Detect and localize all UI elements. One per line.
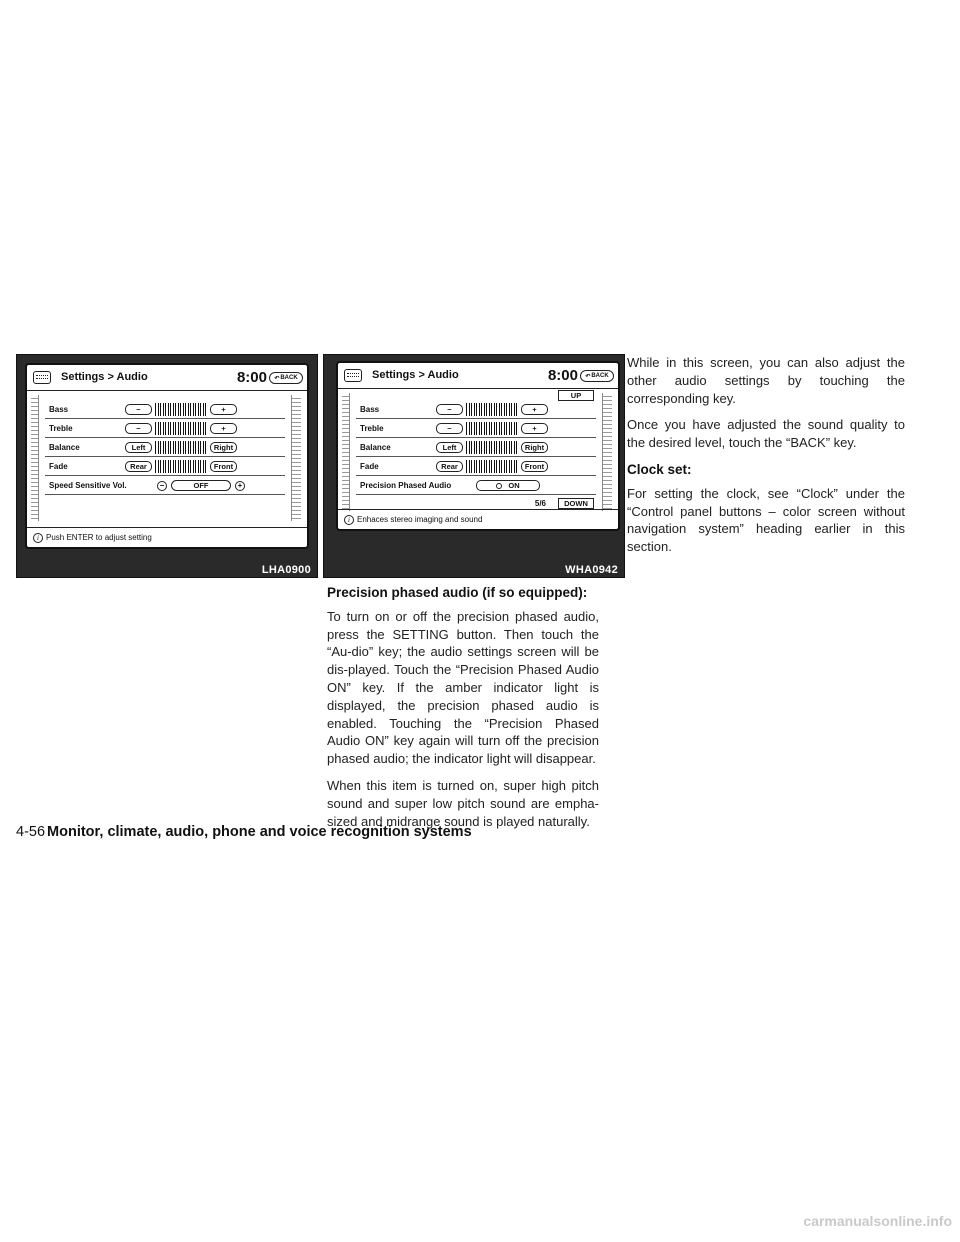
- fade-level-bar: [155, 460, 207, 473]
- bass-label: Bass: [49, 405, 69, 414]
- figure-code: LHA0900: [261, 564, 311, 576]
- screen-audio-settings: [336, 361, 620, 531]
- screen-title: Settings > Audio: [61, 371, 148, 383]
- column-clock-set: [627, 354, 905, 565]
- bass-label: Bass: [360, 405, 380, 414]
- ppa-toggle-button[interactable]: ON: [476, 480, 540, 491]
- bass-minus-button[interactable]: −: [436, 404, 463, 415]
- footer-hint: Enhaces stereo imaging and sound: [357, 515, 483, 524]
- page-footer: [16, 824, 472, 840]
- menu-icon: [33, 371, 51, 384]
- balance-label: Balance: [49, 443, 80, 452]
- bass-level-bar: [466, 403, 518, 416]
- screen-audio-settings: [25, 363, 309, 549]
- screen-title: Settings > Audio: [372, 369, 459, 381]
- indicator-lamp-icon: [496, 483, 502, 489]
- row-fade: [45, 458, 285, 476]
- fade-label: Fade: [360, 462, 379, 471]
- scroll-scale-left: [342, 393, 350, 511]
- speed-sensitive-value[interactable]: OFF: [171, 480, 231, 491]
- balance-right-button[interactable]: Right: [210, 442, 237, 453]
- scroll-up-button[interactable]: UP: [558, 390, 594, 401]
- settings-list: [27, 391, 307, 525]
- paragraph: To turn on or off the precision phased audio, press the SETTING button. Then touch the “Au-dio” key; the audio settings screen will be dis-played. Touch the “Precision Phased Audio ON” key. If the amber indicator light is displayed, the precision phased audio is enabled. Touching the “Precision Phased Audio ON” key again will turn off the precision phased audio; the indicator light will disappear.: [327, 608, 599, 767]
- scroll-down-button[interactable]: DOWN: [558, 498, 594, 509]
- clock-time: 8:00: [236, 369, 267, 386]
- menu-icon: [344, 369, 362, 382]
- back-arrow-icon: ↶: [274, 375, 280, 382]
- row-treble: [45, 420, 285, 438]
- treble-plus-button[interactable]: +: [210, 423, 237, 434]
- figure-audio-settings-wha0942: [323, 354, 625, 578]
- speed-minus-button[interactable]: −: [157, 481, 167, 491]
- figure-audio-settings-lha0900: [16, 354, 318, 578]
- bass-plus-button[interactable]: +: [210, 404, 237, 415]
- chapter-title: Monitor, climate, audio, phone and voice recognition systems: [47, 824, 472, 840]
- row-bass: [356, 401, 596, 419]
- section-heading: Precision phased audio (if so equipped):: [327, 585, 588, 600]
- balance-label: Balance: [360, 443, 391, 452]
- back-arrow-icon: ↶: [585, 373, 591, 380]
- screen-footer: [338, 509, 618, 529]
- fade-label: Fade: [49, 462, 68, 471]
- treble-minus-button[interactable]: −: [125, 423, 152, 434]
- figure-code: WHA0942: [565, 564, 618, 576]
- row-fade: [356, 458, 596, 476]
- back-button[interactable]: ↶ BACK: [269, 372, 303, 384]
- screen-header: [27, 365, 307, 391]
- fade-front-button[interactable]: Front: [210, 461, 237, 472]
- balance-level-bar: [155, 441, 207, 454]
- section-heading: Clock set:: [627, 461, 692, 477]
- row-bass: [45, 401, 285, 419]
- footer-hint: Push ENTER to adjust setting: [46, 533, 152, 542]
- page-number: 4-56: [16, 824, 46, 840]
- balance-left-button[interactable]: Left: [436, 442, 463, 453]
- scroll-scale-right[interactable]: [291, 395, 301, 521]
- paragraph: Once you have adjusted the sound quality to the desired level, touch the “BACK” key.: [627, 417, 905, 451]
- paragraph: While in this screen, you can also adjust the other audio settings by touching the corresponding key.: [627, 355, 905, 406]
- scroll-scale-left: [31, 395, 39, 521]
- column-precision-phased-audio: [327, 584, 599, 839]
- row-precision-phased-audio: [356, 477, 596, 495]
- row-speed-sensitive-vol: [45, 477, 285, 495]
- balance-right-button[interactable]: Right: [521, 442, 548, 453]
- fade-rear-button[interactable]: Rear: [436, 461, 463, 472]
- balance-level-bar: [466, 441, 518, 454]
- balance-left-button[interactable]: Left: [125, 442, 152, 453]
- row-balance: [356, 439, 596, 457]
- info-icon: i: [33, 533, 43, 543]
- screen-footer: [27, 527, 307, 547]
- row-balance: [45, 439, 285, 457]
- page-indicator: 5/6: [534, 499, 546, 508]
- clock-time: 8:00: [547, 367, 578, 384]
- treble-label: Treble: [49, 424, 73, 433]
- bass-plus-button[interactable]: +: [521, 404, 548, 415]
- screen-header: [338, 363, 618, 389]
- fade-front-button[interactable]: Front: [521, 461, 548, 472]
- bass-minus-button[interactable]: −: [125, 404, 152, 415]
- treble-level-bar: [155, 422, 207, 435]
- watermark: carmanualsonline.info: [803, 1213, 952, 1229]
- treble-level-bar: [466, 422, 518, 435]
- row-treble: [356, 420, 596, 438]
- fade-level-bar: [466, 460, 518, 473]
- bass-level-bar: [155, 403, 207, 416]
- info-icon: i: [344, 515, 354, 525]
- settings-list: [338, 389, 618, 515]
- paragraph: For setting the clock, see “Clock” under the “Control panel buttons – color screen without navigation system” heading earlier in this section.: [627, 485, 905, 555]
- scroll-scale-right[interactable]: [602, 393, 612, 511]
- treble-minus-button[interactable]: −: [436, 423, 463, 434]
- paragraph: When this item is turned on, super high pitch sound and super low pitch sound are empha-sized and midrange sound is played naturally.: [327, 777, 599, 829]
- speed-plus-button[interactable]: +: [235, 481, 245, 491]
- back-button[interactable]: ↶ BACK: [580, 370, 614, 382]
- fade-rear-button[interactable]: Rear: [125, 461, 152, 472]
- treble-label: Treble: [360, 424, 384, 433]
- treble-plus-button[interactable]: +: [521, 423, 548, 434]
- ppa-label: Precision Phased Audio: [360, 481, 452, 490]
- speed-sensitive-label: Speed Sensitive Vol.: [49, 481, 127, 490]
